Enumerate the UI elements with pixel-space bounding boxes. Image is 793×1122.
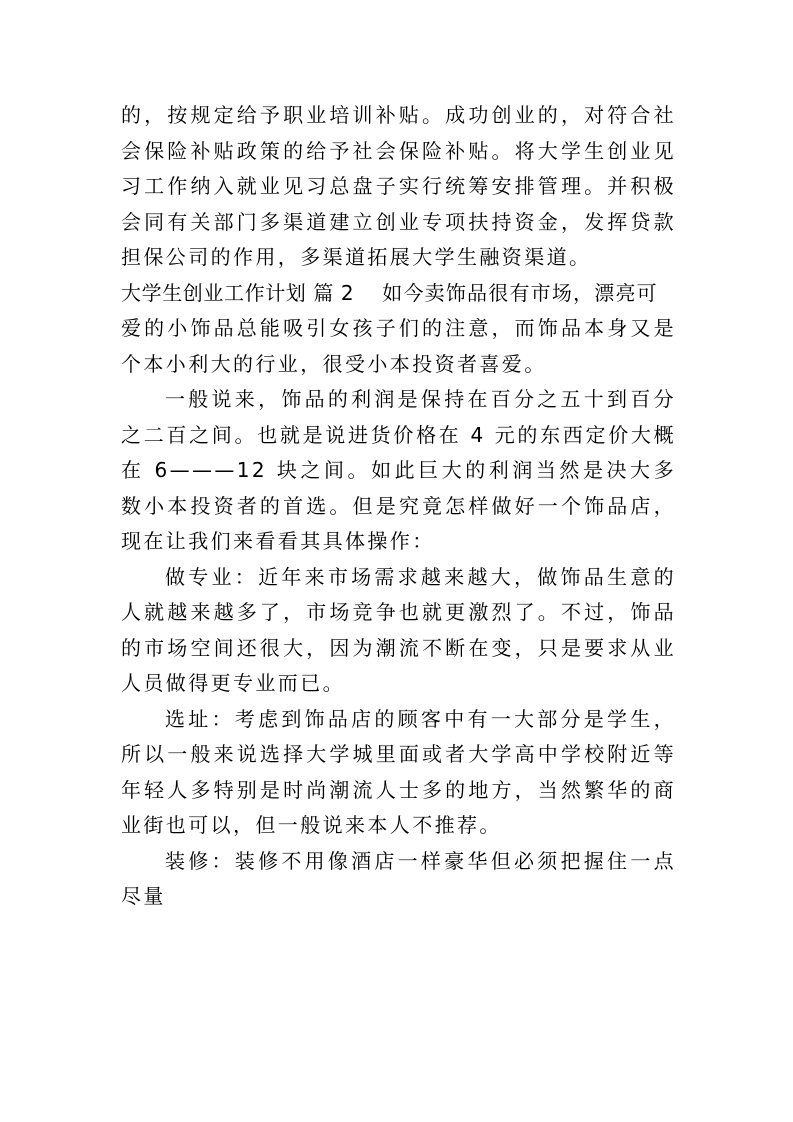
document-body [121, 98, 676, 915]
section-intro-start: 如今卖饰品很有市场，漂亮可 [382, 280, 658, 305]
section-title: 大学生创业工作计划 篇 2 [121, 280, 355, 305]
paragraph-profit: 一般说来，饰品的利润是保持在百分之五十到百分之二百之间。也就是说进货价格在 4 元的东西定价大概在 6———12 块之间。如此巨大的利润当然是决大多数小本投资者的首选。但是究竟怎样做好一个饰品店，现在让我们来看看其具体操作： [121, 387, 676, 553]
section-intro-continuation: 爱的小饰品总能吸引女孩子们的注意，而饰品本身又是个本小利大的行业，很受小本投资者喜爱。 [121, 316, 676, 376]
paragraph-location: 选址：考虑到饰品店的顾客中有一大部分是学生，所以一般来说选择大学城里面或者大学高中学校附近等年轻人多特别是时尚潮流人士多的地方，当然繁华的商业街也可以，但一般说来本人不推荐。 [121, 706, 676, 837]
paragraph-policy-continuation: 的，按规定给予职业培训补贴。成功创业的，对符合社会保险补贴政策的给予社会保险补贴。将大学生创业见习工作纳入就业见习总盘子实行统筹安排管理。并积极会同有关部门多渠道建立创业专项扶持资金，发挥贷款担保公司的作用，多渠道拓展大学生融资渠道。 [121, 103, 676, 269]
section-heading-line [121, 276, 676, 312]
paragraph-professional: 做专业：近年来市场需求越来越大，做饰品生意的人就越来越多了，市场竞争也就更激烈了。不过，饰品的市场空间还很大，因为潮流不断在变，只是要求从业人员做得更专业而已。 [121, 564, 676, 695]
paragraph-decoration: 装修：装修不用像酒店一样豪华但必须把握住一点尽量 [121, 848, 676, 908]
section-heading-block [121, 276, 676, 383]
